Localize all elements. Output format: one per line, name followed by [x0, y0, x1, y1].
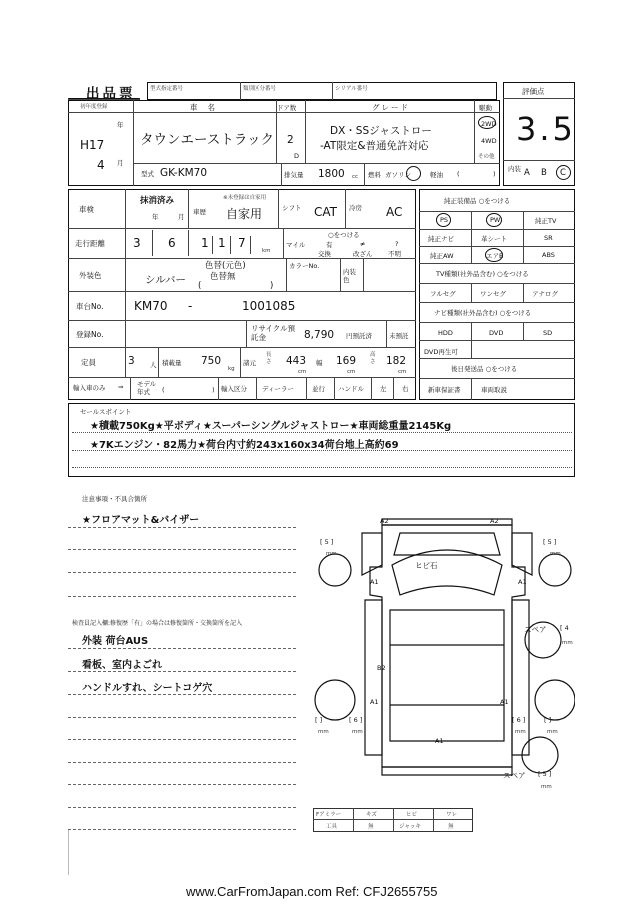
load-unit: kg [228, 366, 235, 372]
equip-airbag: エアB [486, 252, 504, 260]
model-label: 型式 [141, 170, 154, 178]
tread-rr2: [ ] [544, 716, 552, 724]
divider [240, 347, 241, 377]
load-label: 積載量 [162, 359, 182, 367]
name-label: 車名 [190, 103, 225, 112]
mile-swap-label: 交換 [318, 250, 331, 258]
divider [278, 189, 279, 228]
divider [230, 236, 231, 254]
divider [334, 377, 335, 400]
color-paren-close: ) [270, 281, 274, 291]
recycle-unit: 円預託済 [346, 332, 372, 340]
doors-label: ドア数 [277, 104, 297, 112]
tv-header: TV種類(社外品含む) ○をつける [436, 270, 529, 278]
month-value: 4 [97, 158, 105, 172]
rule-line [68, 829, 296, 830]
divider [471, 283, 472, 302]
damage-a1-left: A1 [370, 578, 379, 586]
spec-id-row [147, 82, 497, 100]
divider [281, 163, 282, 186]
rule-line [68, 671, 296, 672]
model-year-label: モデル年式 [137, 380, 157, 396]
damage-windshield: ヒビ石 [415, 561, 438, 570]
car-damage-diagram [300, 505, 575, 805]
import-arrow: ⇒ [118, 383, 124, 391]
inspector-line3: ハンドルすれ、シートコゲ穴 [82, 683, 213, 694]
interior-label: 内装 [508, 165, 521, 173]
equip-ps: PS [440, 216, 449, 224]
int-color-label: 内装色 [343, 268, 356, 284]
notes-label: 注意事項・不具合箇所 [82, 495, 147, 503]
divider [212, 236, 213, 254]
equipment-header: 純正装備品 ○をつける [444, 197, 511, 205]
damage-a1-right: A1 [518, 578, 527, 586]
color-label: 外装色 [79, 271, 102, 280]
equip-pw: PW [490, 216, 501, 224]
damage-a1-rear-right: A1 [500, 698, 509, 706]
drive-other: その他 [478, 154, 495, 160]
load-value: 750 [201, 355, 222, 367]
inspector-line2: 看板、室内よごれ [82, 660, 162, 671]
model-value: GK-KM70 [160, 167, 208, 179]
divider [503, 98, 575, 99]
rule-line [68, 596, 296, 597]
divider [386, 320, 387, 347]
wid-value: 169 [336, 355, 357, 367]
divider [419, 283, 575, 284]
divider [256, 377, 257, 400]
year-value: H17 [80, 138, 105, 152]
divider [419, 378, 575, 379]
sales-point-line1: ★積載750Kg★平ボディ★スーパーシングルジャストロー★車両総重量2145Kg [90, 421, 452, 432]
divider [130, 377, 131, 400]
navi-header: ナビ種類(社外品含む) ○をつける [434, 309, 532, 317]
handle-label: ハンドル [338, 385, 364, 393]
divider [68, 347, 416, 348]
mileage-digit-3: 1 [201, 236, 209, 250]
drive-2wd-circle [478, 116, 496, 129]
grade-line1: DX・SSジャストロー [330, 125, 432, 137]
damage-a2-right: A2 [490, 517, 499, 525]
mile-yes: 有 [326, 241, 333, 249]
left-label: 左 [380, 385, 387, 393]
spare-unit: mm [562, 640, 573, 646]
color-no-label: カラーNo. [289, 262, 320, 270]
ac-value: AC [386, 205, 403, 219]
doors-unit: D [294, 152, 300, 160]
divider [523, 322, 524, 340]
legend-h3: ヒビ [406, 812, 418, 818]
history-note: ※未登録は自家用 [223, 195, 267, 201]
fuel-value: ガソリン [385, 171, 411, 179]
divider [68, 291, 416, 292]
grade-line2: -AT限定&普通免許対応 [320, 140, 429, 152]
legend-v4: 無 [448, 824, 454, 830]
spare-label: スペア [524, 625, 547, 634]
equip-ps-circle [436, 213, 451, 227]
wid-unit: cm [347, 369, 356, 375]
damage-a2-left: A2 [380, 517, 389, 525]
divider [433, 808, 434, 832]
divider [68, 320, 416, 321]
divider [286, 258, 287, 291]
rule-line [68, 784, 296, 785]
interior-b: B [541, 168, 547, 178]
len-label: 長さ [266, 352, 272, 365]
divider [188, 189, 189, 228]
inspection-value: 抹消済み [140, 196, 175, 206]
divider [474, 100, 475, 163]
divider [419, 358, 575, 359]
tread-rl2-unit: mm [352, 729, 363, 735]
shift-value: CAT [314, 205, 337, 219]
interior-c-circle [556, 165, 571, 180]
color-paren: ( [198, 281, 202, 291]
divider [363, 258, 364, 291]
notes-line1: ★フロアマット&バイザー [82, 515, 200, 526]
divider [471, 211, 472, 263]
divider [503, 160, 575, 161]
interior-c: C [560, 168, 566, 178]
form-title: 出品票 [86, 86, 136, 102]
tread-rl1-unit: mm [318, 729, 329, 735]
reg-label: 登録No. [76, 330, 104, 339]
drive-2wd: 2WD [481, 120, 497, 128]
rule-line [68, 739, 296, 740]
tread-rl1: [ ] [315, 716, 323, 724]
doors-value: 2 [287, 134, 294, 146]
disp-unit: cc [352, 174, 359, 180]
rule-line [68, 762, 296, 763]
divider [68, 377, 416, 378]
footer-ref: www.CarFromJapan.com Ref: CFJ2655755 [186, 884, 438, 899]
inspection-label: 車検 [79, 205, 94, 214]
divider [523, 283, 524, 302]
class-id-label: 類別区分番号 [243, 86, 277, 92]
equip-abs: ABS [542, 251, 555, 259]
rule-line [68, 648, 296, 649]
spare2-tread: [ 5 ] [538, 770, 552, 778]
hgt-value: 182 [386, 355, 407, 367]
divider [250, 236, 251, 254]
ac-label: 冷房 [349, 204, 362, 212]
chassis-dash: - [188, 299, 193, 313]
import-label: 輸入車のみ [73, 384, 106, 392]
divider [283, 228, 284, 258]
wid-label: 幅 [316, 359, 323, 367]
inspection-year: 年 [152, 213, 159, 221]
spare2-label: スペア [503, 771, 526, 780]
tread-rl2: [ 6 ] [349, 716, 363, 724]
right-label: 右 [402, 385, 409, 393]
divider [240, 82, 241, 100]
spec-id-label: 型式指定番号 [150, 86, 184, 92]
color-change-label: 色替(元色) [205, 261, 246, 271]
rule-line [68, 527, 296, 528]
divider [419, 263, 575, 264]
navi-sd: SD [543, 329, 553, 337]
light-oil-paren-close: ) [493, 170, 496, 178]
divider [471, 340, 472, 358]
recycle-value: 8,790 [304, 329, 335, 341]
color-value: シルバー [145, 274, 187, 286]
legend-v3: ジャッキ [399, 824, 421, 830]
divider [188, 230, 189, 256]
import-type-label: 輸入区分 [221, 385, 247, 393]
tread-fr-unit: mm [550, 551, 561, 557]
tv-analog: アナログ [532, 290, 558, 298]
legend-v1: 工具 [326, 824, 338, 830]
mileage-unit: km [262, 248, 271, 254]
spare2-unit: mm [541, 784, 552, 790]
history-label: 車歴 [193, 208, 206, 216]
divider [419, 322, 575, 323]
equip-airbag-circle [485, 248, 503, 262]
light-oil-label: 軽油 [430, 171, 443, 179]
history-value: 自家用 [226, 207, 263, 221]
divider [133, 163, 500, 164]
len-value: 443 [286, 355, 307, 367]
divider [419, 302, 575, 303]
color-change-value: 色替無 [210, 272, 236, 282]
len-unit: cm [298, 369, 307, 375]
damage-b2: B2 [377, 664, 386, 672]
mileage-digit-2: 6 [168, 236, 176, 250]
docs-manual: 車両取説 [481, 386, 507, 394]
legend-h1: Fアミラー [316, 812, 342, 818]
dealer-label: ディーラー [262, 385, 294, 393]
rule-line [68, 549, 296, 550]
tread-rr1-unit: mm [515, 729, 526, 735]
rule-line [72, 450, 572, 451]
equip-leather: 革シート [481, 235, 507, 243]
chassis-label: 車台No. [76, 302, 104, 311]
month-unit: 月 [117, 159, 124, 167]
divider [306, 377, 307, 400]
damage-a1-rear-left: A1 [370, 698, 379, 706]
margin-line [68, 830, 69, 875]
tv-oneseg: ワンセグ [480, 290, 506, 298]
mile-unknown: ? [395, 240, 399, 248]
equip-aw: 純正AW [430, 252, 454, 260]
docs-warranty: 新車保証書 [428, 386, 461, 394]
shift-label: シフト [282, 204, 302, 212]
score-value: 3.5 [516, 110, 576, 148]
navi-dvd: DVD [489, 329, 504, 337]
sales-points-label: セールスポイント [80, 408, 132, 416]
capacity-unit: 人 [150, 361, 157, 369]
year-unit: 年 [117, 121, 124, 129]
equip-navi: 純正ナビ [428, 235, 454, 243]
rule-line [68, 717, 296, 718]
sales-point-line2: ★7Kエンジン・82馬力★荷台内寸約243x160x34荷台地上高約69 [90, 440, 399, 451]
mileage-digit-1: 3 [133, 236, 141, 250]
divider [246, 320, 247, 347]
divider [340, 258, 341, 291]
light-oil-paren: ( [457, 170, 460, 178]
equip-sr: SR [544, 234, 553, 242]
divider [523, 211, 524, 263]
tread-fl: [ 5 ] [320, 538, 334, 546]
tread-rr2-unit: mm [547, 729, 558, 735]
hgt-unit: cm [398, 369, 407, 375]
divider [419, 340, 575, 341]
divider [133, 100, 134, 186]
capacity-label: 定員 [81, 358, 96, 367]
divider [419, 246, 575, 247]
divider [471, 378, 472, 400]
divider [419, 211, 575, 212]
unpaid-label: 未預託 [389, 332, 409, 340]
inspector-line1: 外装 荷台AUS [82, 636, 149, 647]
legend-h4: ワレ [446, 812, 458, 818]
tread-fr: [ 5 ] [543, 538, 557, 546]
car-name: タウンエーストラック [140, 132, 275, 148]
divider [419, 229, 575, 230]
tread-rr1: [ 6 ] [512, 716, 526, 724]
rule-line [72, 467, 572, 468]
legend-v2: 無 [368, 824, 374, 830]
divider [125, 189, 126, 377]
hgt-label: 高さ [370, 352, 376, 365]
chassis-model: KM70 [134, 299, 168, 313]
divider [371, 377, 372, 400]
inspection-month: 月 [178, 213, 185, 221]
navi-dvdplay: DVD再生可 [424, 348, 458, 356]
damage-a1-bottom: A1 [435, 737, 444, 745]
divider [152, 230, 153, 256]
divider [158, 347, 159, 377]
recycle-label: リサイクル預託金 [251, 324, 295, 342]
mile-hint: ○をつける [328, 231, 360, 239]
tv-fullseg: フルセグ [430, 290, 456, 298]
divider [218, 377, 219, 400]
drive-label: 駆動 [479, 104, 492, 112]
equip-tv: 純正TV [535, 217, 557, 225]
divider [393, 808, 394, 832]
divider [345, 189, 346, 228]
mile-unknown-label: 不明 [388, 250, 401, 258]
rule-line [72, 432, 572, 433]
docs-header: 後日発送品 ○をつける [451, 365, 518, 373]
divider [364, 163, 365, 186]
parallel-label: 並行 [312, 385, 325, 393]
legend-h2: キズ [366, 812, 377, 818]
tread-fl-unit: mm [326, 551, 337, 557]
capacity-value: 3 [128, 355, 135, 367]
fuel-circle [406, 166, 421, 181]
fuel-label: 燃料 [368, 171, 381, 179]
divider [353, 808, 354, 832]
mileage-label: 走行距離 [75, 239, 105, 248]
divider [305, 100, 306, 163]
navi-hdd: HDD [438, 329, 453, 337]
disp-label: 排気量 [284, 171, 304, 179]
mile-tamper-label: 改ざん [353, 250, 373, 258]
year-label: 初年度登録 [80, 104, 108, 110]
divider [68, 228, 416, 229]
chassis-number: 1001085 [242, 299, 296, 313]
score-label: 評価点 [522, 87, 545, 96]
mileage-digit-5: 7 [238, 236, 246, 250]
divider [471, 322, 472, 340]
rule-line [68, 694, 296, 695]
drive-4wd: 4WD [481, 137, 497, 145]
rule-line [68, 807, 296, 808]
divider [332, 82, 333, 100]
dim-label: 諸元 [243, 359, 256, 367]
divider [393, 377, 394, 400]
interior-a: A [524, 168, 530, 178]
rule-line [68, 572, 296, 573]
model-year-paren: ( [162, 386, 165, 394]
model-year-paren-close: ) [212, 386, 215, 394]
equip-pw-circle [486, 213, 502, 227]
serial-label: シリアル番号 [335, 86, 368, 92]
disp-value: 1800 [318, 168, 345, 180]
spare-tread: [ 4 [560, 624, 569, 632]
grade-label: グレード [372, 103, 410, 112]
mileage-digit-4: 1 [218, 236, 226, 250]
mile-swap: ≠ [360, 240, 366, 248]
inspector-label: 検査員記入欄:修復歴「有」の場合は修復箇所・交換箇所を記入 [72, 620, 243, 627]
mile-label: マイル [286, 241, 306, 249]
